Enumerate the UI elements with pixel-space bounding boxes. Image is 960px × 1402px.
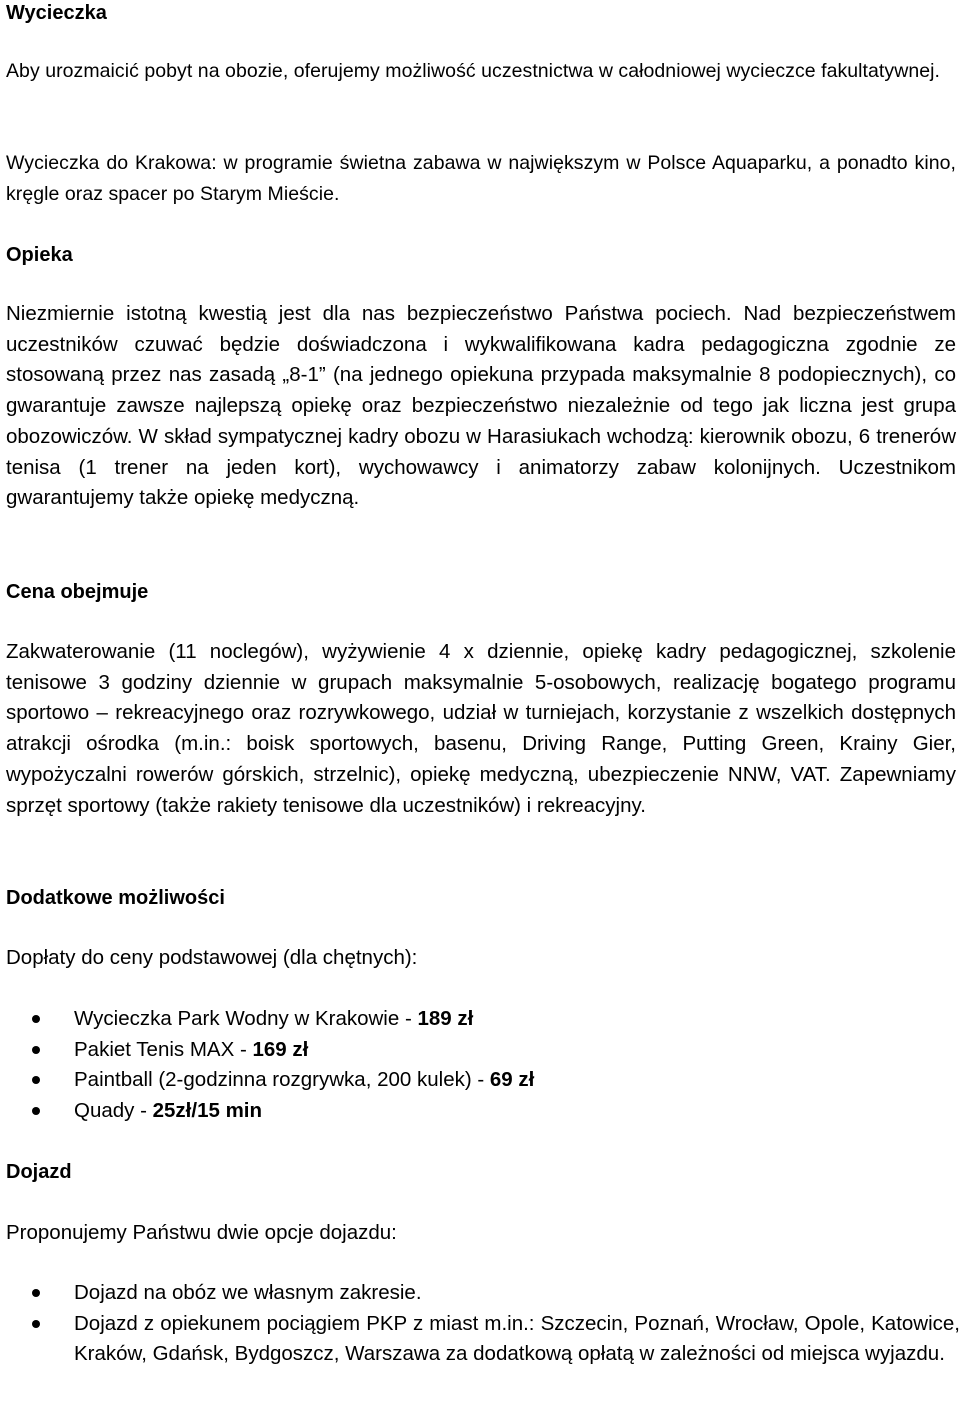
dodatkowe-intro-block xyxy=(6,943,956,974)
list-item xyxy=(0,1004,956,1035)
surcharge-label: Wycieczka Park Wodny w Krakowie - xyxy=(74,1007,418,1030)
travel-options-list xyxy=(0,1278,960,1370)
dojazd-intro: Proponujemy Państwu dwie opcje dojazdu: xyxy=(6,1221,397,1244)
travel-option: Dojazd z opiekunem pociągiem PKP z miast m.in.: Szczecin, Poznań, Wrocław, Opole, Katowice, Kraków, Gdańsk, Bydgoszcz, Warszawa za dodatkową opłatą w zależności od miejsca wyjazdu. xyxy=(74,1311,960,1366)
opieka-paragraph: Niezmiernie istotną kwestią jest dla nas bezpieczeństwo Państwa pociech. Nad bezpieczeństwem uczestników czuwać będzie doświadczona i wykwalifikowana kadra pedagogiczna zgodnie ze stosowaną przez nas zasadą „8-1” (na jednego opiekuna przypada maksymalnie 8 podopiecznych), co gwarantuje zawsze najlepszą opiekę oraz bezpieczeństwo niezależnie od tego jak liczna jest grupa obozowiczów. W skład sympatycznej kadry obozu w Harasiukach wchodzą: kierownik obozu, 6 trenerów tenisa (1 trener na jeden kort), wychowawcy i animatorzy zabaw kolonijnych. Uczestnikom gwarantujemy także opiekę medyczną. xyxy=(6,302,956,510)
heading-dodatkowe-mozliwosci: Dodatkowe możliwości xyxy=(6,887,225,909)
bullet-icon xyxy=(32,1076,40,1084)
wycieczka-paragraph-1: Aby urozmaicić pobyt na obozie, oferujemy możliwość uczestnictwa w całodniowej wycieczce fakultatywnej. xyxy=(6,60,940,82)
bullet-icon xyxy=(32,1015,40,1023)
surcharge-price: 25zł/15 min xyxy=(152,1099,263,1123)
list-item xyxy=(0,1035,956,1066)
bullet-icon xyxy=(32,1107,40,1115)
dojazd-list-block xyxy=(0,1278,960,1370)
dodatkowe-intro: Dopłaty do ceny podstawowej (dla chętnych): xyxy=(6,946,418,969)
surcharge-label: Pakiet Tenis MAX - xyxy=(74,1037,253,1061)
surcharge-label: Quady - xyxy=(74,1099,153,1123)
heading-wycieczka: Wycieczka xyxy=(6,2,107,24)
section-dodatkowe xyxy=(6,883,956,913)
travel-option: Dojazd na obóz we własnym zakresie. xyxy=(74,1281,422,1304)
bullet-icon xyxy=(32,1320,40,1328)
heading-opieka: Opieka xyxy=(6,244,73,266)
heading-dojazd: Dojazd xyxy=(6,1161,72,1183)
list-item xyxy=(0,1096,956,1127)
cena-paragraph: Zakwaterowanie (11 noclegów), wyżywienie 4 x dziennie, opiekę kadry pedagogicznej, szkolenie tenisowe 3 godziny dziennie w grupach maksymalnie 5-osobowych, realizację bogatego programu sportowo – rekreacyjnego oraz rozrywkowego, udział w turniejach, korzystanie z wszelkich dostępnych atrakcji ośrodka (m.in.: boisk sportowych, basenu, Driving Range, Putting Green, Krainy Gier, wypożyczalni rowerów górskich, strzelnic), opiekę medyczną, ubezpieczenie NNW, VAT. Zapewniamy sprzęt sportowy (także rakiety tenisowe dla uczestników) i rekreacyjny. xyxy=(6,640,956,817)
list-item xyxy=(0,1278,960,1309)
dojazd-intro-block xyxy=(6,1218,956,1249)
list-item xyxy=(0,1309,960,1370)
dodatkowe-list-block xyxy=(0,1004,956,1127)
wycieczka-paragraph-2: Wycieczka do Krakowa: w programie świetna zabawa w największym w Polsce Aquaparku, a ponadto kino, kręgle oraz spacer po Starym Mieście. xyxy=(6,152,956,205)
surcharge-price: 69 zł xyxy=(489,1068,535,1092)
section-dojazd xyxy=(6,1157,956,1187)
section-opieka xyxy=(6,240,956,270)
surcharge-label: Paintball (2-godzinna rozgrywka, 200 kulek) - xyxy=(74,1068,490,1092)
surcharge-price: 169 zł xyxy=(252,1037,309,1061)
section-cena xyxy=(6,577,956,607)
bullet-icon xyxy=(32,1289,40,1297)
heading-cena-obejmuje: Cena obejmuje xyxy=(6,581,149,603)
list-item xyxy=(0,1065,956,1096)
section-wycieczka xyxy=(6,0,956,28)
wycieczka-paragraph-2-block xyxy=(6,148,956,209)
bullet-icon xyxy=(32,1046,40,1054)
wycieczka-paragraph-1-block xyxy=(6,56,956,87)
surcharge-price: 189 zł xyxy=(417,1007,474,1030)
surcharge-list xyxy=(0,1004,956,1127)
opieka-paragraph-block xyxy=(6,299,956,514)
cena-paragraph-block xyxy=(6,637,956,821)
